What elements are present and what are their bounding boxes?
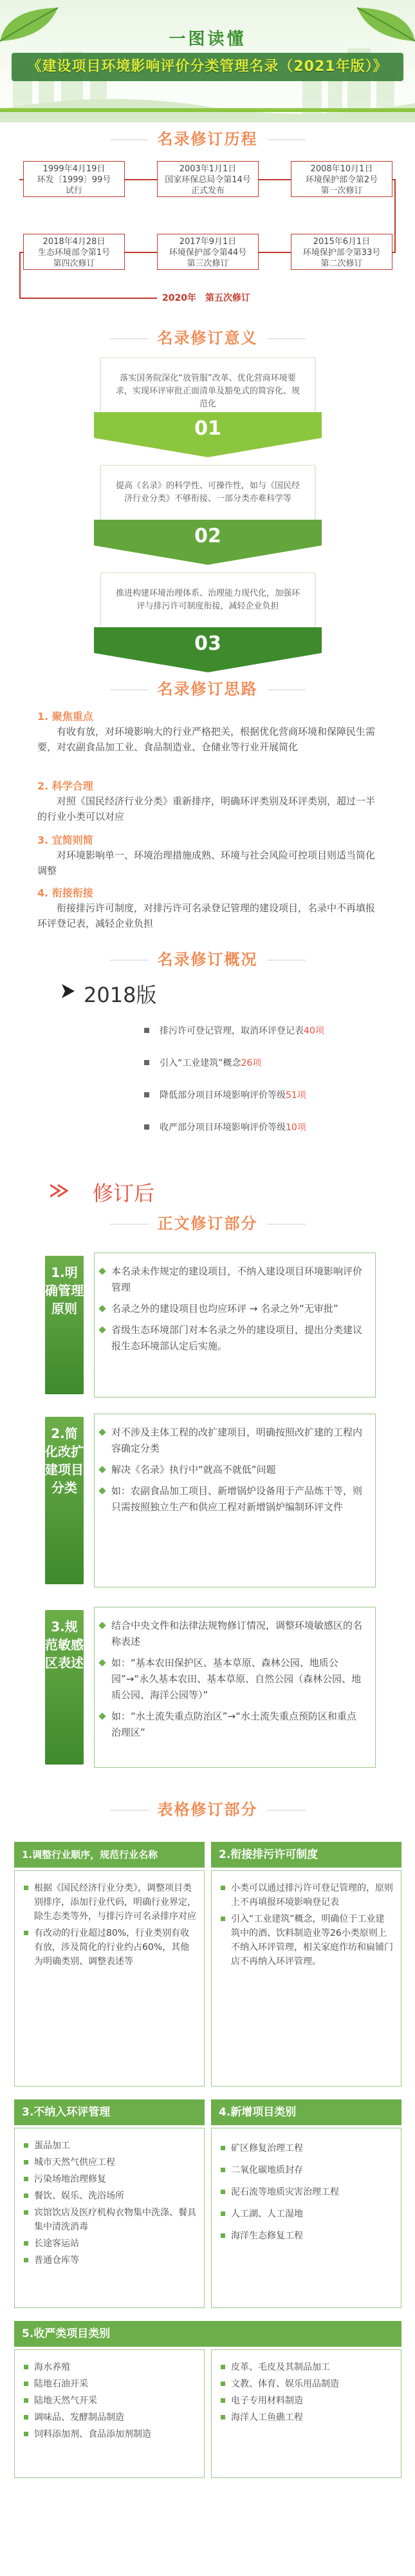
body-item: 对不涉及主体工程的改扩建项目，明确按照改扩建的工程内容确定分类	[111, 1425, 364, 1457]
idea-text: 有收有放，对环境影响大的行业严格把关，根据优化营商环境和保障民生需要，对农副食品加工业、食品制造业、仓储业等行业开展简化	[37, 726, 376, 753]
table-item: 宾馆饮店及医疗机构衣物集中洗涤、餐具集中清洗消毒	[34, 2206, 196, 2234]
overview-item: 引入“工业建筑”概念26项	[160, 1058, 262, 1068]
bullet-icon	[24, 2365, 28, 2369]
table-item: 二氧化碳地质封存	[231, 2161, 393, 2180]
table-item: 引入“工业建筑”概念，明确位于工业建筑中的酒、饮料制造业等26小类原则上不纳入环评管理，相关家庭作坊和扁铺门店不再纳入环评管理。	[231, 1912, 393, 1969]
title-bar	[110, 689, 149, 690]
body-item: 名录之外的建设项目也均应环评 → 名录之外“无审批”	[111, 1301, 364, 1317]
diamond-icon	[98, 1428, 106, 1435]
chevron-right-icon	[50, 1184, 69, 1198]
bullet-icon	[221, 1886, 225, 1890]
section-title-table: 表格修订部分	[0, 1797, 415, 1819]
bullet-icon	[24, 1886, 28, 1890]
header-kicker: 一图读懂	[169, 30, 246, 49]
timeline-line-tail	[19, 298, 157, 299]
table-item: 餐饮、娱乐、洗浴场所	[34, 2189, 196, 2203]
table-item: 蛋品加工	[34, 2139, 196, 2153]
table-panel	[14, 2128, 205, 2308]
table-panel	[14, 1870, 205, 2087]
diamond-icon	[98, 1326, 106, 1333]
diamond-icon	[98, 1622, 106, 1629]
header-divider	[0, 108, 415, 112]
table-panel	[211, 2128, 401, 2308]
timeline-line-right	[394, 179, 396, 252]
overview-item: 降低部分项目环境影响评价等级51项	[160, 1090, 306, 1101]
section-title-overview: 名录修订概况	[0, 947, 415, 969]
body-tag: 1.明确管理原则	[45, 1256, 84, 1394]
bullet-icon	[221, 1917, 225, 1921]
page-title: 《建设项目环境影响评价分类管理名录（2021年版）》	[12, 53, 403, 81]
diamond-icon	[98, 1305, 106, 1312]
timeline-node: 2008年10月1日 环境保护部令第2号 第一次修订	[291, 161, 392, 197]
idea-text: 衔接排污许可制度，对排污许可名录登记管理的建设项目，名录中不再填报环评登记表，减轻企业负担	[37, 902, 376, 929]
body-panel	[94, 1253, 376, 1397]
bullet-icon	[24, 2382, 28, 2386]
timeline-node: 2015年6月1日 环境保护部令第33号 第二次修订	[291, 234, 392, 270]
table-header: 2.衔接排污许可制度	[211, 1842, 401, 1868]
title-bar	[267, 960, 306, 961]
table-panel	[211, 2349, 401, 2478]
table-item: 污染场地治理修复	[34, 2172, 196, 2186]
title-bar	[110, 338, 149, 339]
table-item: 小类可以通过排污许可登记管理的，原则上不再填报环境影响登记表	[231, 1881, 393, 1909]
timeline-node: 2017年9月1日 环境保护部令第44号 第三次修订	[157, 234, 259, 270]
triangle-right-icon	[62, 984, 75, 998]
diamond-icon	[98, 1487, 106, 1494]
bullet-icon	[221, 2146, 225, 2150]
body-item: 省级生态环境部门对本名录之外的建设项目，提出分类建议报生态环境部认定后实施。	[111, 1322, 364, 1354]
timeline-node: 2003年1月1日 国家环保总局令第14号 正式发布	[157, 161, 259, 197]
table-item: 文教、体育、娱乐用品制造	[231, 2377, 393, 2391]
table-item: 人工湖、人工湿地	[231, 2204, 393, 2224]
body-item: 如：农副食品加工项目、新增锅炉设备用于产品炼干等，则只需按照独立生产和供应工程对新增锅炉编制环评文件	[111, 1483, 364, 1515]
table-item: 皮革、毛皮及其制品加工	[231, 2360, 393, 2374]
diamond-icon	[98, 1712, 106, 1719]
meaning-number: 03	[194, 632, 221, 655]
title-bar	[267, 1224, 306, 1225]
bullet-icon	[144, 1092, 149, 1097]
table-panel	[211, 1870, 401, 2087]
section-title-meaning: 名录修订意义	[0, 325, 415, 348]
bullet-icon	[221, 2168, 225, 2172]
meaning-number: 02	[194, 525, 221, 547]
title-bar	[267, 139, 306, 140]
bullet-icon	[144, 1028, 149, 1033]
table-item: 普通仓库等	[34, 2253, 196, 2268]
section-title-history: 名录修订历程	[0, 126, 415, 149]
title-bar	[267, 1810, 306, 1811]
bullet-icon	[24, 2177, 28, 2181]
meaning-card: 推进构建环境治理体系、治理能力现代化，加强环评与排污许可制度衔接，减轻企业负担	[100, 573, 315, 639]
table-panel	[14, 2349, 205, 2478]
meaning-number: 01	[194, 417, 221, 440]
idea-heading: 2. 科学合理	[37, 780, 93, 792]
section-title-body: 正文修订部分	[0, 1211, 415, 1233]
table-item: 海洋人工鱼礁工程	[231, 2410, 393, 2425]
bullet-icon	[221, 2211, 225, 2216]
table-header: 4.新增项目类别	[211, 2099, 401, 2125]
overview-year: 2018版	[84, 983, 157, 1007]
bullet-icon	[24, 2258, 28, 2262]
idea-text: 对环境影响单一、环境治理措施成熟、环境与社会风险可控项目则适当简化调整	[37, 849, 376, 876]
bullet-icon	[221, 2398, 225, 2403]
bullet-icon	[24, 2160, 28, 2164]
bullet-icon	[221, 2382, 225, 2386]
bullet-icon	[24, 1931, 28, 1935]
bullet-icon	[221, 2365, 225, 2369]
bullet-icon	[24, 2398, 28, 2403]
table-item: 海洋生态修复工程	[231, 2226, 393, 2246]
table-item: 有改动的行业超过80%，行业类别有收有放，涉及简化的行业约占60%，其他为明确类别、调整表述等	[34, 1926, 196, 1969]
bullet-icon	[144, 1124, 149, 1130]
bullet-icon	[24, 2432, 28, 2436]
timeline-line-left	[19, 252, 21, 298]
table-item: 海水养殖	[34, 2360, 196, 2374]
body-item: 如：“基本农田保护区、基本草原、森林公园、地质公园”→“永久基本农田、基本草原、自然公园（森林公园、地质公园、海洋公园等）”	[111, 1655, 364, 1703]
overview-item: 收严部分项目环境影响评价等级10项	[160, 1122, 306, 1133]
title-bar	[267, 689, 306, 690]
idea-heading: 1. 聚焦重点	[37, 710, 93, 723]
body-item: 结合中央文件和法律法规物修订情况，调整环境敏感区的名称表述	[111, 1618, 364, 1650]
table-header: 1.调整行业顺序，规范行业名称	[14, 1842, 205, 1868]
table-item: 饲料添加剂、食品添加剂制造	[34, 2427, 196, 2441]
bullet-icon	[221, 2190, 225, 2194]
header-banner	[0, 0, 415, 122]
bullet-icon	[24, 2193, 28, 2198]
after-revision-label: 修订后	[93, 1181, 155, 1206]
idea-text: 对照《国民经济行业分类》重新排序，明确环评类别及环评类别，超过一半的行业小类可以对应	[37, 795, 376, 822]
timeline-latest: 2020年 第五次修订	[162, 293, 250, 303]
table-item: 长途客运站	[34, 2237, 196, 2251]
bullet-icon	[221, 2415, 225, 2420]
diamond-icon	[98, 1466, 106, 1473]
title-bar	[110, 1810, 149, 1811]
title-bar	[110, 139, 149, 140]
timeline-node: 1999年4月19日 环发〔1999〕99号 试行	[23, 161, 125, 197]
body-tag: 3.规范敏感区表述	[45, 1610, 84, 1765]
table-item: 陆地天然气开采	[34, 2394, 196, 2408]
table-item: 城市天然气供应工程	[34, 2155, 196, 2170]
table-item: 调味品、发酵制品制造	[34, 2410, 196, 2425]
table-item: 泥石流等地质灾害治理工程	[231, 2183, 393, 2202]
bullet-icon	[144, 1060, 149, 1065]
diamond-icon	[98, 1659, 106, 1666]
bullet-icon	[24, 2415, 28, 2420]
bullet-icon	[24, 2143, 28, 2148]
body-panel	[94, 1414, 376, 1587]
bullet-icon	[24, 2241, 28, 2246]
title-bar	[110, 1224, 149, 1225]
table-item: 陆地石油开采	[34, 2377, 196, 2391]
body-item: 本名录未作规定的建设项目，不纳入建设项目环境影响评价管理	[111, 1264, 364, 1296]
bullet-icon	[24, 2210, 28, 2215]
table-item: 矿区修复治理工程	[231, 2139, 393, 2158]
meaning-card: 落实国务院深化“放管服”改革、优化营商环境要求，实现环评审批正面清单及豁免式的简容化、规范化	[100, 357, 315, 424]
overview-item: 排污许可登记管理，取消环评登记表40项	[160, 1026, 324, 1036]
body-panel	[94, 1607, 376, 1768]
table-header: 5.收严类项目类别	[14, 2321, 401, 2347]
section-title-ideas: 名录修订思路	[0, 676, 415, 699]
body-item: 如：“水土流失重点防治区”→“水土流失重点预防区和重点治理区”	[111, 1709, 364, 1741]
meaning-card: 提高《名录》的科学性、可操作性，如与《国民经济行业分类》不够衔接、一部分类亦难科学等	[100, 465, 315, 532]
table-header: 3.不纳入环评管理	[14, 2099, 205, 2125]
title-bar	[110, 960, 149, 961]
idea-heading: 4. 衔接衔接	[37, 887, 93, 899]
body-item: 解决《名录》执行中“就高不就低”问题	[111, 1462, 364, 1478]
body-tag: 2.简化改扩建项目分类	[45, 1417, 84, 1584]
table-item: 根据《国民经济行业分类》，调整项目类别排序，添加行业代码，明确行业界定，除生态类等外，与排污许可名录排序对应	[34, 1881, 196, 1924]
bullet-icon	[221, 2233, 225, 2238]
idea-heading: 3. 宜简则简	[37, 834, 93, 846]
timeline-node: 2018年4月28日 生态环境部令第1号 第四次修订	[23, 234, 125, 270]
title-bar	[267, 338, 306, 339]
diamond-icon	[98, 1267, 106, 1274]
table-item: 电子专用材料制造	[231, 2394, 393, 2408]
